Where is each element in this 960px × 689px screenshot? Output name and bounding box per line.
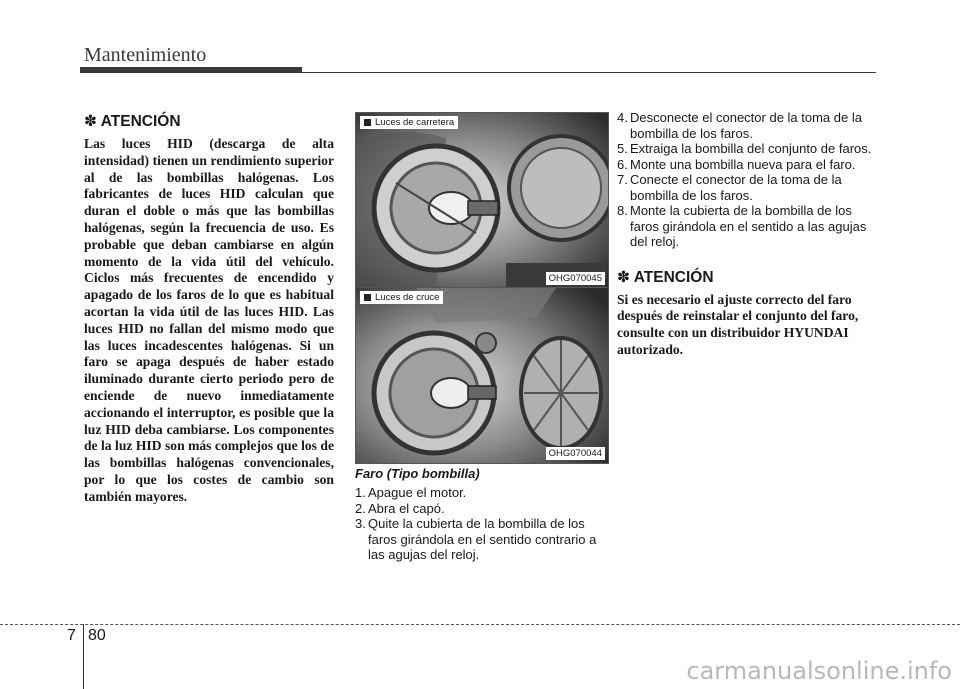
left-column xyxy=(84,112,334,506)
step-item: 1. Apague el motor. xyxy=(355,485,467,500)
step-item: 3. Quite la cubierta de la bombilla de los faros girándola en el sentido contrario a las agujas del reloj. xyxy=(355,516,597,562)
middle-column xyxy=(355,466,605,563)
hid-attention-text: Las luces HID (descarga de alta intensidad) tienen un rendimiento superior al de las bombillas halógenas. Los fabricantes de luces HID calculan que duran el doble o más que las bombillas halógenas, según la frecuencia de uso. Es probable que deban cambiarse en algún momento de la vida útil del vehículo. Ciclos más frecuentes de encendido y apagado de los faros de lo que es habitual acortan la vida útil de las luces HID. Las luces HID no fallan del mismo modo que las luces incadescentes halógenas. Si un faro se apaga después de haber estado iluminado durante cierto periodo pero de enciende de nuevo inmediatamente accionando el interruptor, es posible que la luz HID deba cambiarse. Los componentes de la luz HID son más complejos que los de las bombillas halógenas convencionales, por lo que los costes de cambio son también mayores. xyxy=(84,136,334,504)
footer-divider xyxy=(83,624,84,689)
attention-heading-2: ✽ ATENCIÓN xyxy=(617,268,714,286)
header-rule-thick xyxy=(80,67,302,73)
step-item: 4. Desconecte el conector de la toma de la bombilla de los faros. xyxy=(617,110,862,141)
step-item: 2. Abra el capó. xyxy=(355,500,445,516)
photo-high-beam xyxy=(355,112,609,289)
step-item: 5. Extraiga la bombilla del conjunto de faros. xyxy=(617,141,872,156)
photo-label-low-beam xyxy=(360,291,443,304)
photo-label-high-beam xyxy=(360,116,458,129)
chapter-number: 7 xyxy=(67,627,76,644)
step-item: 7. Conecte el conector de la toma de la bombilla de los faros. xyxy=(617,172,842,203)
watermark: carmanualsonline.info xyxy=(686,657,952,685)
steps-list-1 xyxy=(355,485,605,563)
footer-dashed-rule xyxy=(0,624,960,625)
page-number: 80 xyxy=(88,627,106,644)
photo-code-low-beam: OHG070044 xyxy=(546,447,605,460)
low-beam-photo-image xyxy=(356,288,608,463)
header-rule-thin xyxy=(302,72,876,73)
square-bullet-icon xyxy=(364,119,371,126)
square-bullet-icon xyxy=(364,294,371,301)
attention-heading: ✽ ATENCIÓN xyxy=(84,113,181,130)
steps-list-2 xyxy=(617,110,879,250)
photo-low-beam xyxy=(355,287,609,464)
photo-code-high-beam: OHG070045 xyxy=(546,272,605,285)
step-item: 6. Monte una bombilla nueva para el faro. xyxy=(617,156,856,172)
aim-attention-text: Si es necesario el ajuste correcto del faro después de reinstalar el conjunto del faro, consulte con un distribuidor HYUNDAI autorizado. xyxy=(617,291,859,357)
high-beam-photo-image xyxy=(356,113,608,288)
step-item: 8. Monte la cubierta de la bombilla de los faros girándola en el sentido a las agujas del reloj. xyxy=(617,203,867,249)
page-header-title: Mantenimiento xyxy=(84,44,207,66)
photo-label-text: Luces de carretera xyxy=(375,117,455,128)
right-column xyxy=(617,110,879,359)
photo-label-text: Luces de cruce xyxy=(375,292,440,303)
headlamp-subheading: Faro (Tipo bombilla) xyxy=(355,466,480,481)
